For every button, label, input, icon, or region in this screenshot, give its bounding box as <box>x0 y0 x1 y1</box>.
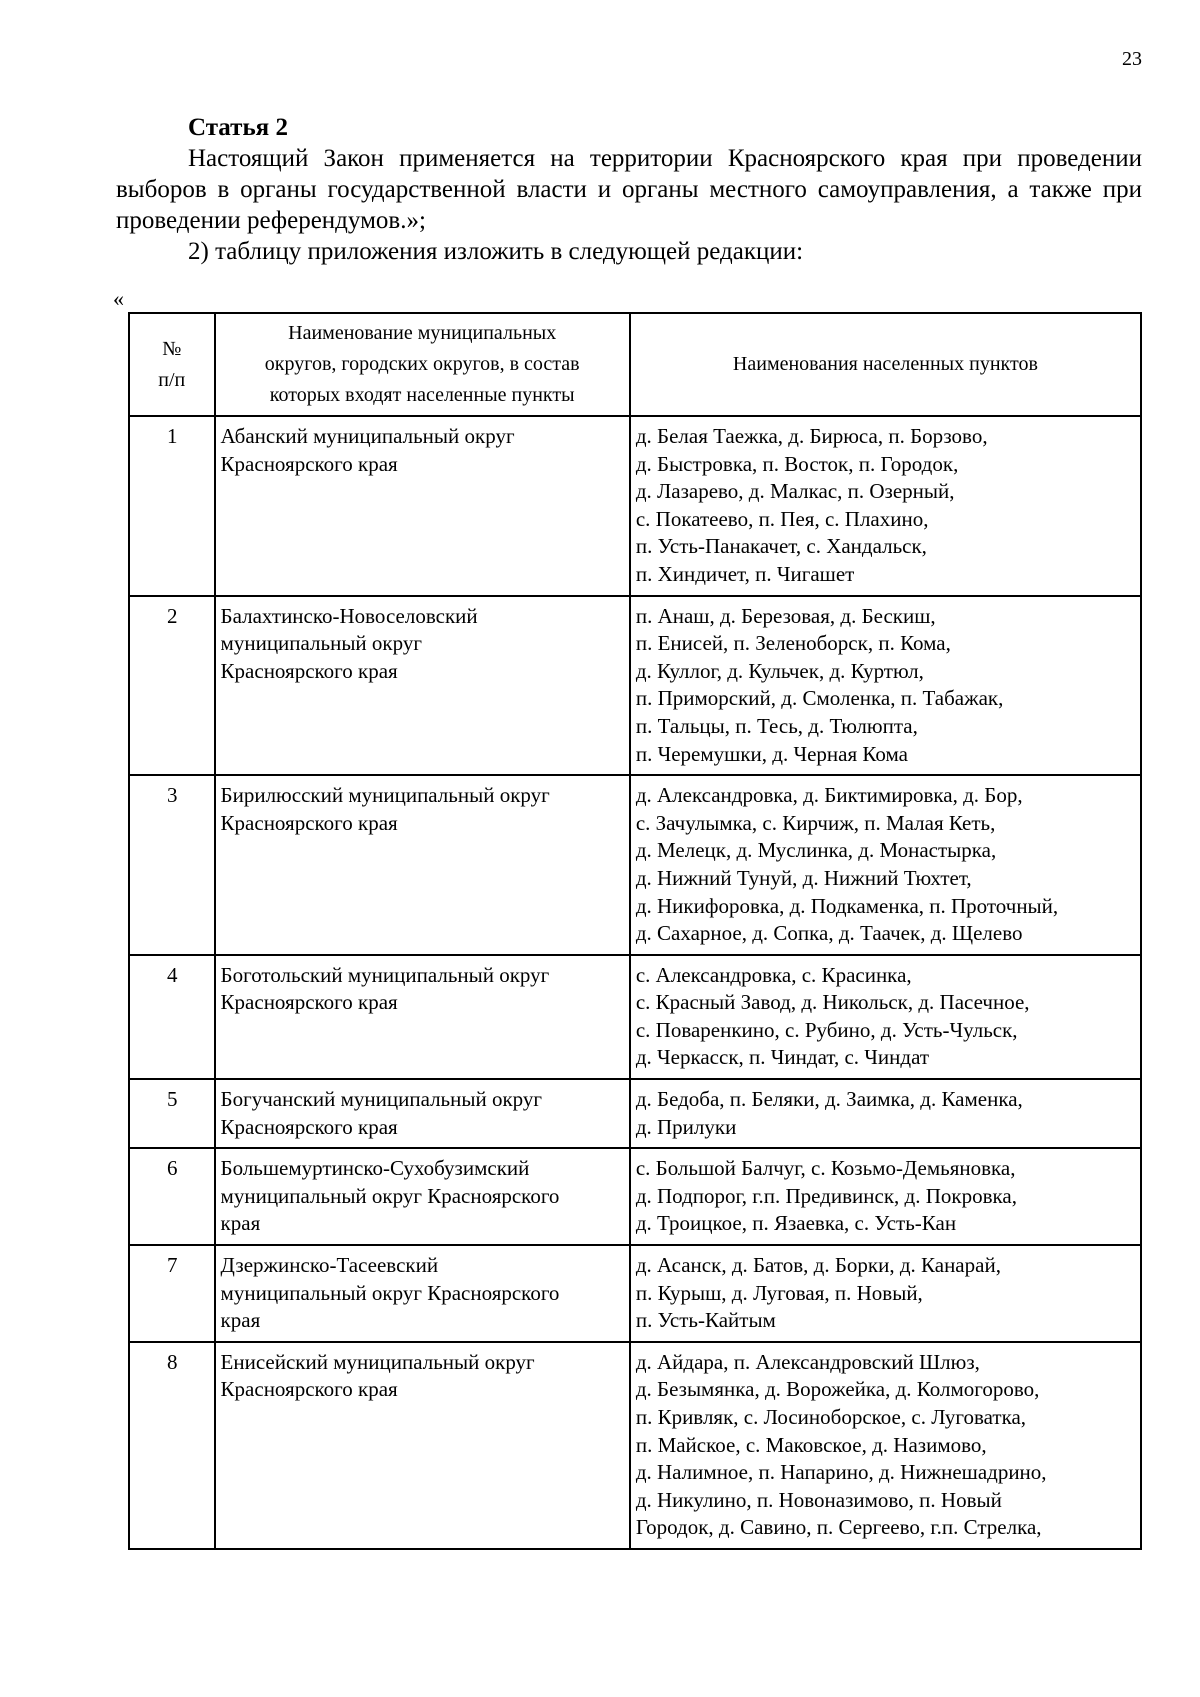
settlement-list: д. Белая Таежка, д. Бирюса, п. Борзово, д. Быстровка, п. Восток, п. Городок, д. Лазарево, д. Малкас, п. Озерный, с. Покатеево, п. Пея, с. Плахино, п. Усть-Панакачет, с. Хандальск, п. Хиндичет, п. Чигашет <box>630 416 1141 596</box>
settlement-list: с. Большой Балчуг, с. Козьмо-Демьяновка, д. Подпорог, г.п. Предивинск, д. Покровка, д. Троицкое, п. Язаевка, с. Усть-Кан <box>630 1148 1141 1245</box>
district-name: Бирилюсский муниципальный округ Красноярского края <box>215 775 630 955</box>
article-text: Настоящий Закон применяется на территории Красноярского края при проведении выборов в органы государственной власти и органы местного самоуправления, а также при проведении референдумов.»; <box>116 145 1142 234</box>
district-name: Богучанский муниципальный округ Красноярского края <box>215 1079 630 1148</box>
settlement-list: п. Анаш, д. Березовая, д. Бескиш, п. Енисей, п. Зеленоборск, п. Кома, д. Куллог, д. Кульчек, д. Куртюл, п. Приморский, д. Смоленка, п. Табажак, п. Тальцы, п. Тесь, д. Тюлюпта, п. Черемушки, д. Черная Кома <box>630 596 1141 776</box>
table-row <box>129 1079 1141 1148</box>
table-row <box>129 1245 1141 1342</box>
row-number: 4 <box>129 955 215 1079</box>
settlement-list: с. Александровка, с. Красинка, с. Красный Завод, д. Никольск, д. Пасечное, с. Поваренкино, с. Рубино, д. Усть-Чульск, д. Черкасск, п. Чиндат, с. Чиндат <box>630 955 1141 1079</box>
table-row <box>129 955 1141 1079</box>
district-name: Боготольский муниципальный округ Красноярского края <box>215 955 630 1079</box>
district-name: Абанский муниципальный округ Красноярского края <box>215 416 630 596</box>
table-row <box>129 416 1141 596</box>
row-number: 7 <box>129 1245 215 1342</box>
district-name: Дзержинско-Тасеевский муниципальный округ Красноярского края <box>215 1245 630 1342</box>
header-number: № п/п <box>129 313 215 416</box>
table-row <box>129 775 1141 955</box>
settlement-list: д. Александровка, д. Биктимировка, д. Бор, с. Зачулымка, с. Кирчиж, п. Малая Кеть, д. Мелецк, д. Муслинка, д. Монастырка, д. Нижний Тунуй, д. Нижний Тюхтет, д. Никифоровка, д. Подкаменка, п. Проточный, д. Сахарное, д. Сопка, д. Таачек, д. Щелево <box>630 775 1141 955</box>
settlement-list: д. Асанск, д. Батов, д. Борки, д. Канарай, п. Курыш, д. Луговая, п. Новый, п. Усть-Кайтым <box>630 1245 1141 1342</box>
header-settlements: Наименования населенных пунктов <box>630 313 1141 416</box>
settlement-list: д. Бедоба, п. Беляки, д. Заимка, д. Каменка, д. Прилуки <box>630 1079 1141 1148</box>
settlement-list: д. Айдара, п. Александровский Шлюз, д. Безымянка, д. Ворожейка, д. Колмогорово, п. Кривляк, с. Лосиноборское, с. Луговатка, п. Майское, с. Маковское, д. Назимово, д. Налимное, п. Напарино, д. Нижнешадрино, д. Никулино, п. Новоназимово, п. Новый Городок, д. Савино, п. Сергеево, г.п. Стрелка, <box>630 1342 1141 1549</box>
table-row <box>129 1342 1141 1549</box>
article-heading: Статья 2 <box>188 114 288 141</box>
table-row <box>129 1148 1141 1245</box>
row-number: 1 <box>129 416 215 596</box>
row-number: 5 <box>129 1079 215 1148</box>
header-district-name: Наименование муниципальных округов, городских округов, в состав которых входят населенные пункты <box>215 313 630 416</box>
district-name: Балахтинско-Новоселовский муниципальный округ Красноярского края <box>215 596 630 776</box>
row-number: 6 <box>129 1148 215 1245</box>
district-name: Енисейский муниципальный округ Красноярского края <box>215 1342 630 1549</box>
district-name: Большемуртинско-Сухобузимский муниципальный округ Красноярского края <box>215 1148 630 1245</box>
row-number: 8 <box>129 1342 215 1549</box>
amendment-instruction: 2) таблицу приложения изложить в следующей редакции: <box>188 238 804 265</box>
row-number: 2 <box>129 596 215 776</box>
table-row <box>129 596 1141 776</box>
opening-quote-mark: « <box>113 286 124 311</box>
table-header-row <box>129 313 1141 416</box>
settlements-table <box>128 312 1142 1550</box>
row-number: 3 <box>129 775 215 955</box>
article-block <box>116 112 1142 267</box>
page-number: 23 <box>1122 48 1142 70</box>
